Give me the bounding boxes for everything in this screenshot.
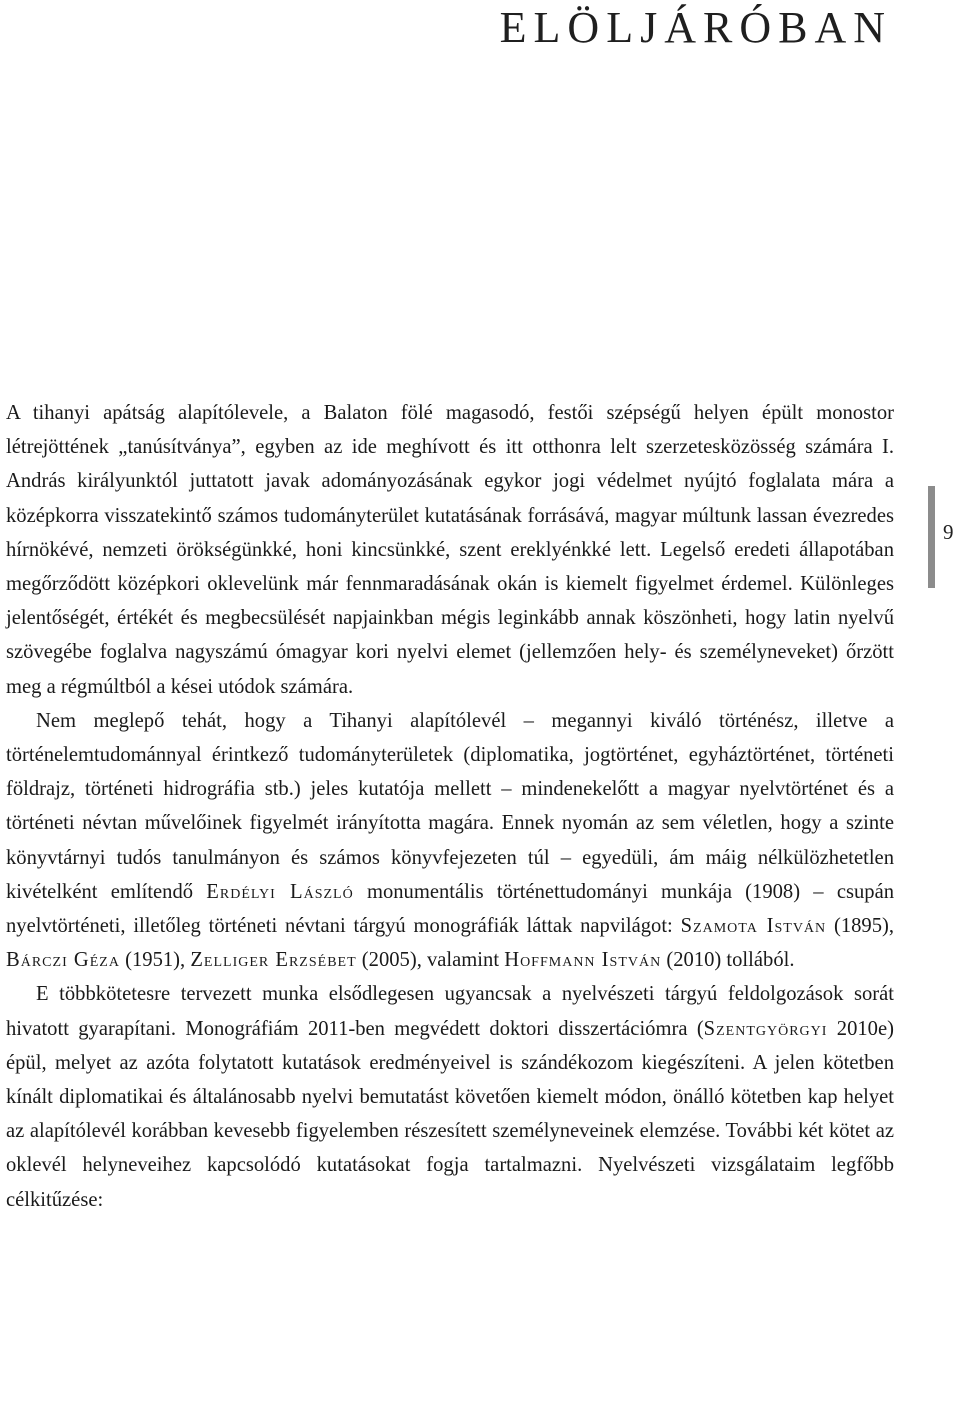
paragraph-2-text: monumentális történettudományi munkája (1908) – csupán nyelvtörténeti, illetőleg történeti névtani tárgyú monográfiák láttak napvilágot: bbox=[6, 880, 895, 938]
paragraph-2-text: (2005), valamint bbox=[356, 949, 505, 972]
author-name: Szentgyörgyi bbox=[703, 1017, 828, 1040]
paragraph-2 bbox=[6, 704, 894, 978]
page-number: 9 bbox=[943, 520, 954, 544]
author-name: Zelliger Erzsébet bbox=[190, 949, 357, 972]
chapter-heading: ELÖLJÁRÓBAN bbox=[499, 3, 892, 52]
author-name: Szamota István bbox=[680, 915, 827, 938]
page-marker-bar bbox=[928, 486, 935, 588]
paragraph-2-text: (1951), bbox=[119, 949, 191, 972]
body-text bbox=[6, 396, 894, 1217]
paragraph-3-text: 2010e) épül, melyet az azóta folytatott kutatások eredményeivel is szándékozom kiegészíteni. A jelen kötetben kínált diplomatikai és általánosabb nyelvi bemutatást követően kiemelt módon, önálló kötetben kap helyet az alapítólevél korábban kevesebb figyelemben részesített személyneveinek elemzése. További két kötet az oklevél helyneveihez kapcsolódó kutatásokat fogja tartalmazni. Nyelvészeti vizsgálataim legfőbb célkitűzése: bbox=[6, 1017, 894, 1211]
paragraph-1-text: A tihanyi apátság alapítólevele, a Balaton fölé magasodó, festői szépségű helyen épült monostor létrejöttének „tanúsítványa”, egyben az ide meghívott és itt otthonra lelt szerzetesközösség számára I. András királyunktól juttatott javak adományozásának egykor jogi védelmet nyújtó foglalata mára a középkorra visszatekintő számos tudományterület kutatásának forrásává, magyar múltunk lassan évezredes hírnökévé, nemzeti örökségünkké, honi kincsünkké, szent ereklyénkké lett. Legelső eredeti állapotában megőrződött középkori oklevelünk már fennmaradásának okán is kiemelt figyelmet érdemel. Különleges jelentőségét, értékét és megbecsülését napjainkban mégis leginkább annak köszönheti, hogy latin nyelvű szövegébe foglalva nagyszámú ómagyar kori nyelvi elemet (jellemzően hely- és személyneveket) őrzött meg a régmúltból a kései utódok számára. bbox=[6, 402, 894, 698]
paragraph-2-text: (2010) tollából. bbox=[661, 949, 795, 972]
paragraph-2-text: Nem meglepő tehát, hogy a Tihanyi alapítólevél – megannyi kiváló történész, illetve a történelemtudománnyal érintkező tudományterületek (diplomatika, jogtörténet, egyháztörténet, történeti földrajz, történeti hidrográfia stb.) jeles kutatója mellett – mindenekelőtt a magyar nyelvtörténet és a történeti névtan művelőinek figyelmét irányította magára. Ennek nyomán az sem véletlen, hogy a szinte könyvtárnyi tudós tanulmányon és számos könyvfejezeten túl – egyedüli, ám máig nélkülözhetetlen kivételként említendő bbox=[6, 709, 894, 903]
author-name: Bárczi Géza bbox=[6, 949, 120, 972]
paragraph-2-text: (1895), bbox=[826, 915, 895, 938]
author-name: Hoffmann István bbox=[504, 949, 662, 972]
paragraph-3-text: E többkötetesre tervezett munka elsődlegesen ugyancsak a nyelvészeti tárgyú feldolgozások sorát hivatott gyarapítani. Monográfiám 2011-ben megvédett doktori disszertációmra ( bbox=[6, 983, 894, 1040]
paragraph-3 bbox=[6, 977, 894, 1216]
author-name: Erdélyi László bbox=[206, 880, 354, 903]
paragraph-1 bbox=[6, 396, 894, 704]
